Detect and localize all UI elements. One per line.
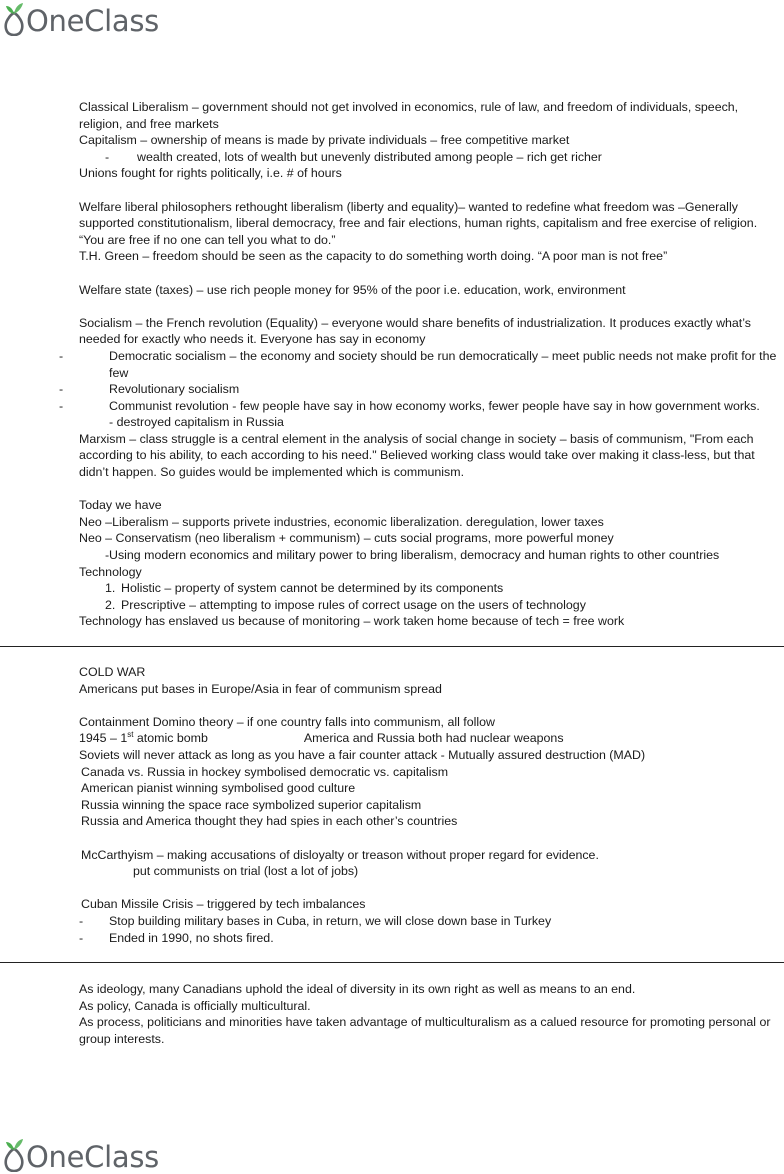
text-line: As process, politicians and minorities have taken advantage of multiculturalism as a calued resource for promoting personal or: [79, 1015, 771, 1030]
text-line: T.H. Green – freedom should be seen as the capacity to do something worth doing. “A poor man is not free”: [79, 249, 668, 264]
item-text: Holistic – property of system cannot be determined by its components: [121, 581, 504, 596]
section-divider: [0, 962, 784, 963]
oneclass-logo: [3, 2, 159, 36]
text-line: Welfare state (taxes) – use rich people money for 95% of the poor i.e. education, work, environment: [79, 282, 626, 297]
text-line: Welfare liberal philosophers rethought liberalism (liberty and equality)– wanted to redefine what freedom was –Generally: [79, 199, 738, 214]
bomb-text: atomic bomb: [133, 731, 208, 746]
text-line: Socialism – the French revolution (Equality) – everyone would share benefits of industrialization. It produces exactly what’s: [79, 315, 751, 330]
text-line: American pianist winning symbolised good culture: [81, 781, 356, 796]
text-line: McCarthyism – making accusations of disloyalty or treason without proper regard for evidence.: [81, 847, 599, 862]
brand-wordmark: OneClass: [26, 4, 159, 38]
text-line: Russia and America thought they had spies in each other’s countries: [81, 814, 458, 829]
text-line: group interests.: [79, 1031, 165, 1046]
ordinal-suffix: st: [127, 730, 134, 740]
bullet-item: - Revolutionary socialism: [59, 381, 783, 398]
bullet-item: - Ended in 1990, no shots fired.: [79, 930, 783, 947]
item-number: 1.: [105, 581, 116, 596]
multiculturalism-section: [79, 981, 783, 1047]
bomb-right-text: America and Russia both had nuclear weapons: [303, 731, 564, 746]
text-line: Technology has enslaved us because of monitoring – work taken home because of tech = free work: [79, 614, 625, 629]
bullet-item: - wealth created, lots of wealth but unevenly distributed among people – rich get richer: [79, 149, 783, 166]
bullet-item: - Democratic socialism – the economy and society should be run democratically – meet public needs not make profit for the few: [59, 348, 783, 381]
text-line: supported constitutionalism, liberal democracy, free and fair elections, human rights, capitalism and free exercise of religion.: [79, 216, 758, 231]
text-line: Classical Liberalism – government should not get involved in economics, rule of law, and freedom of individuals, speech,: [79, 100, 739, 114]
text-line: Americans put bases in Europe/Asia in fear of communism spread: [79, 681, 442, 696]
text-line: Neo –Liberalism – supports privete industries, economic liberalization. deregulation, lower taxes: [79, 514, 604, 529]
oneclass-logo-footer: [3, 1138, 159, 1172]
text-line: [79, 730, 783, 747]
numbered-item: [79, 580, 783, 597]
item-text: Prescriptive – attempting to impose rules of correct usage on the users of technology: [121, 597, 586, 612]
sprout-icon: [3, 2, 25, 36]
text-line: Capitalism – ownership of means is made by private individuals – free competitive market: [79, 133, 570, 148]
text-line: Canada vs. Russia in hockey symbolised democratic vs. capitalism: [81, 764, 449, 779]
text-line: according to his ability, to each according to his need." Believed working class would take over making it class-less, but that: [79, 448, 755, 463]
text-line: Neo – Conservatism (neo liberalism + communism) – cuts social programs, more powerful money: [79, 531, 614, 546]
text-line: Containment Domino theory – if one country falls into communism, all follow: [79, 714, 495, 729]
bullet-item: - Stop building military bases in Cuba, in return, we will close down base in Turkey: [79, 913, 783, 930]
text-line: Cuban Missile Crisis – triggered by tech imbalances: [81, 897, 366, 912]
section-heading: COLD WAR: [79, 665, 146, 679]
text-line: Technology: [79, 564, 142, 579]
bullet-item: - Communist revolution - few people have say in how economy works, fewer people have say in how government works. - destroyed capitalism in Russia: [59, 398, 783, 431]
text-line: Today we have: [79, 498, 162, 513]
item-number: 2.: [105, 597, 116, 612]
text-line: “You are free if no one can tell you what to do.”: [79, 232, 336, 247]
text-line: put communists on trial (lost a lot of jobs): [133, 864, 359, 879]
text-line: Russia winning the space race symbolized superior capitalism: [81, 797, 422, 812]
text-line: As policy, Canada is officially multicultural.: [79, 998, 311, 1013]
section-divider: [0, 646, 784, 647]
text-line: didn’t happen. So guides would be implemented which is communism.: [79, 465, 465, 480]
text-line: Marxism – class struggle is a central element in the analysis of social change in society – basis of communism, "From each: [79, 431, 754, 446]
cold-war-section: [79, 664, 783, 946]
bomb-year: 1945 – 1: [79, 731, 128, 746]
text-line: religion, and free markets: [79, 116, 219, 131]
sprout-icon: [3, 1138, 25, 1172]
document-body: [79, 99, 783, 630]
numbered-item: [79, 597, 783, 614]
bullet-item: - Using modern economics and military power to bring liberalism, democracy and human rights to other countries: [79, 547, 783, 564]
text-line: needed for exactly who needs it. Everyone has say in economy: [79, 332, 426, 347]
text-line: Unions fought for rights politically, i.e. # of hours: [79, 166, 342, 181]
text-line: As ideology, many Canadians uphold the ideal of diversity in its own right as well as means to an end.: [79, 982, 636, 996]
text-line: Soviets will never attack as long as you have a fair counter attack - Mutually assured destruction (MAD): [79, 747, 646, 762]
brand-wordmark: OneClass: [26, 1140, 159, 1174]
